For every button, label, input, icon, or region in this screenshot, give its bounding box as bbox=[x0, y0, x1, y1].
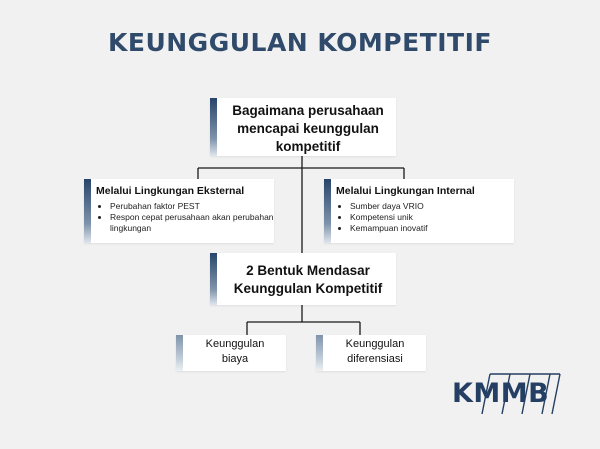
differentiation-advantage-text bbox=[326, 337, 424, 367]
main-question-line: mencapai keunggulan bbox=[237, 121, 379, 136]
main-question-box bbox=[210, 98, 396, 156]
internal-environment-box bbox=[324, 179, 514, 243]
fundamental-forms-line: Keunggulan Kompetitif bbox=[233, 281, 383, 296]
fundamental-forms-text bbox=[222, 262, 394, 298]
internal-item: • Sumber daya VRIO bbox=[350, 201, 428, 212]
internal-item: • Kemampuan inovatif bbox=[350, 223, 428, 234]
differentiation-advantage-line: diferensiasi bbox=[347, 353, 403, 365]
differentiation-advantage-box bbox=[316, 335, 426, 371]
kmmb-logo bbox=[452, 370, 562, 416]
cost-advantage-text bbox=[186, 337, 284, 367]
accent-bar bbox=[84, 179, 91, 243]
cost-advantage-box bbox=[176, 335, 286, 371]
internal-heading: Melalui Lingkungan Internal bbox=[336, 185, 475, 197]
main-question-line: kompetitif bbox=[275, 139, 341, 154]
differentiation-advantage-line: Keunggulan bbox=[345, 338, 405, 350]
fundamental-forms-line: 2 Bentuk Mendasar bbox=[246, 263, 370, 278]
accent-bar bbox=[210, 98, 217, 156]
internal-item: • Kompetensi unik bbox=[350, 212, 428, 223]
main-question-line: Bagaimana perusahaan bbox=[232, 103, 384, 118]
logo-text: KMMB bbox=[452, 378, 550, 409]
diagram-title: KEUNGGULAN KOMPETITIF bbox=[108, 28, 492, 57]
accent-bar bbox=[176, 335, 183, 371]
external-list bbox=[96, 201, 274, 234]
fundamental-forms-box bbox=[210, 253, 396, 305]
cost-advantage-line: biaya bbox=[221, 353, 249, 365]
accent-bar bbox=[316, 335, 323, 371]
external-item: • Respon cepat perusahaan akan perubahan lingkungan bbox=[110, 212, 274, 234]
accent-bar bbox=[210, 253, 217, 305]
external-environment-box bbox=[84, 179, 274, 243]
external-item: • Perubahan faktor PEST bbox=[110, 201, 274, 212]
cost-advantage-line: Keunggulan bbox=[205, 338, 265, 350]
internal-list bbox=[336, 201, 428, 234]
main-question-text bbox=[222, 102, 394, 156]
accent-bar bbox=[324, 179, 331, 243]
external-heading: Melalui Lingkungan Eksternal bbox=[96, 185, 245, 197]
